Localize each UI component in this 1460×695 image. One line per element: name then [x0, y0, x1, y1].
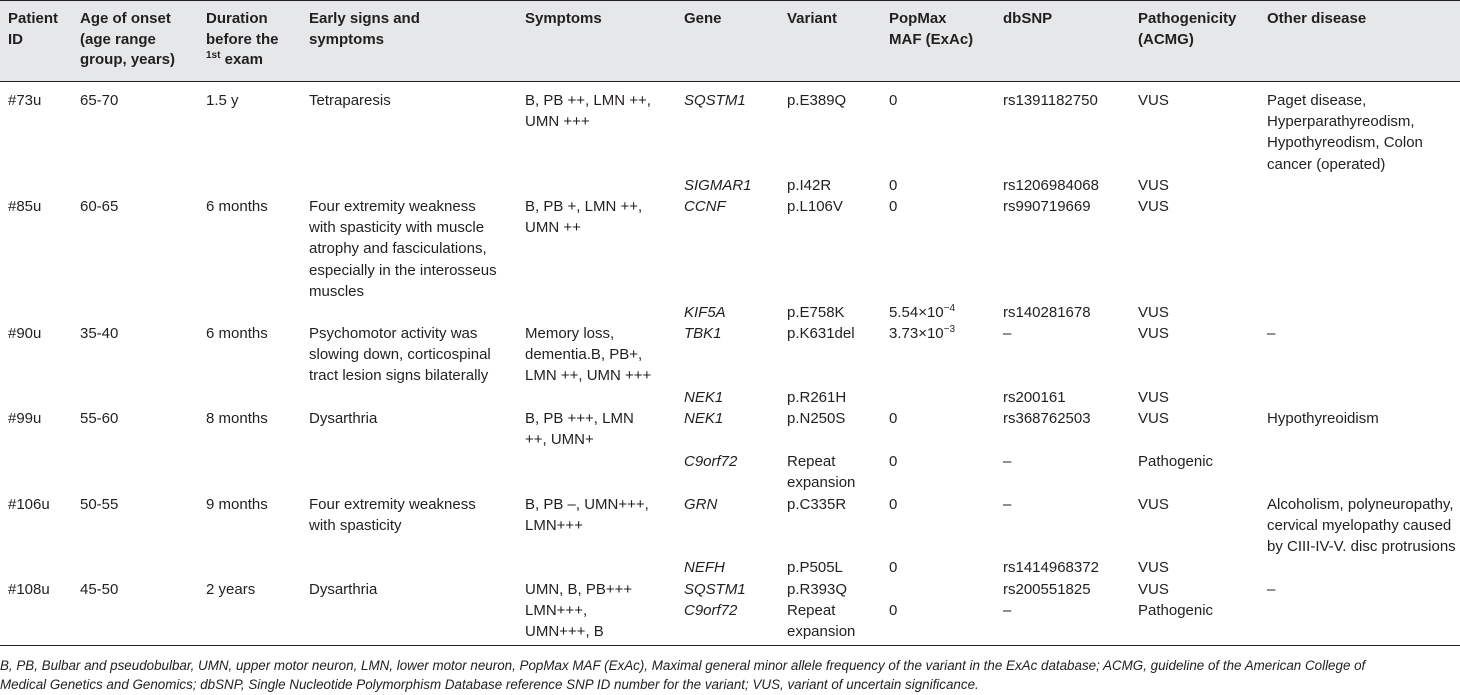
dbsnp-cell: rs140281678	[1003, 304, 1091, 321]
dbsnp-cell: rs200161	[1003, 389, 1066, 406]
other-disease-cell: Hypothyreoidism	[1267, 410, 1379, 427]
gene-cell: GRN	[684, 496, 718, 513]
age-of-onset-cell: 55-60	[80, 410, 119, 427]
table-footnote: B, PB, Bulbar and pseudobulbar, UMN, upper motor neuron, LMN, lower motor neuron, PopMax MAF (ExAc), Maximal general minor allele frequency of the variant in the ExAc database; ACMG, guideline of the American College of Medical Genetics and Genomics; dbSNP, Single Nucleotide Polymorphism Database reference SNP ID number for the variant; VUS, variant of uncertain significance.	[0, 658, 1366, 692]
variant-cell: p.P505L	[787, 559, 843, 576]
dbsnp-cell: rs200551825	[1003, 581, 1091, 598]
gene-cell: NEK1	[684, 389, 724, 406]
variant-cell: Repeat expansion	[787, 602, 856, 641]
early-signs-cell: Dysarthria	[309, 410, 378, 427]
duration-cell: 6 months	[206, 325, 268, 342]
gene-cell: C9orf72	[684, 453, 738, 470]
early-signs-cell: Four extremity weakness with spasticity	[309, 496, 476, 535]
early-signs-cell: Tetraparesis	[309, 92, 391, 109]
age-of-onset-cell: 60-65	[80, 198, 119, 215]
patient-id-cell: #73u	[8, 92, 42, 109]
dbsnp-cell: –	[1003, 496, 1012, 513]
dbsnp-cell: –	[1003, 602, 1012, 619]
dbsnp-cell: –	[1003, 453, 1012, 470]
variant-cell: p.I42R	[787, 177, 832, 194]
other-disease-cell: Paget disease, Hyperparathyreodism, Hypothyreodism, Colon cancer (operated)	[1267, 92, 1423, 173]
gene-cell: SIGMAR1	[684, 177, 752, 194]
popmax-maf-cell: $5.54\times 10^{-4}$	[889, 303, 956, 321]
variant-cell: Repeat expansion	[787, 453, 856, 492]
header-age-of-onset: Age of onset (age range group, years)	[80, 10, 176, 68]
dbsnp-cell: rs1206984068	[1003, 177, 1099, 194]
pathogenicity-cell: VUS	[1138, 496, 1169, 513]
patient-id-cell: #106u	[8, 496, 50, 513]
early-signs-cell: Dysarthria	[309, 581, 378, 598]
header-pathogenicity: Pathogenicity (ACMG)	[1138, 10, 1237, 48]
popmax-maf-cell: 0	[889, 410, 898, 427]
symptoms-cell: B, PB –, UMN+++, LMN+++	[525, 496, 649, 535]
header-dbsnp: dbSNP	[1003, 10, 1053, 27]
symptoms-cell: B, PB ++, LMN ++, UMN +++	[525, 92, 651, 131]
header-duration: Duration before the $^{1st}$ exam	[206, 10, 279, 68]
gene-cell: NEK1	[684, 410, 724, 427]
gene-cell: TBK1	[684, 325, 722, 342]
gene-cell: SQSTM1	[684, 92, 746, 109]
symptoms-cell: B, PB +++, LMN ++, UMN+	[525, 410, 634, 449]
dbsnp-cell: rs1414968372	[1003, 559, 1099, 576]
variant-cell: p.N250S	[787, 410, 846, 427]
duration-cell: 1.5 y	[206, 92, 239, 109]
other-disease-cell: Alcoholism, polyneuropathy, cervical myelopathy caused by CIII-IV-V. disc protrusions	[1267, 496, 1456, 556]
duration-cell: 8 months	[206, 410, 268, 427]
variant-cell: p.C335R	[787, 496, 847, 513]
gene-cell: KIF5A	[684, 304, 726, 321]
popmax-maf-cell: 0	[889, 177, 898, 194]
header-rule	[0, 81, 1460, 82]
variant-cell: p.E389Q	[787, 92, 847, 109]
other-disease-cell: –	[1267, 581, 1276, 598]
age-of-onset-cell: 45-50	[80, 581, 119, 598]
popmax-maf-cell: 0	[889, 602, 898, 619]
top-rule	[0, 0, 1460, 1]
patient-id-cell: #90u	[8, 325, 42, 342]
variant-cell: p.R261H	[787, 389, 847, 406]
pathogenicity-cell: VUS	[1138, 177, 1169, 194]
dbsnp-cell: rs1391182750	[1003, 92, 1098, 109]
pathogenicity-cell: Pathogenic	[1138, 453, 1214, 470]
pathogenicity-cell: VUS	[1138, 559, 1169, 576]
gene-cell: CCNF	[684, 198, 726, 215]
symptoms-cell: Memory loss, dementia.B, PB+, LMN ++, UMN +++	[525, 325, 652, 385]
pathogenicity-cell: VUS	[1138, 325, 1169, 342]
age-of-onset-cell: 35-40	[80, 325, 119, 342]
header-symptoms: Symptoms	[525, 10, 602, 27]
variant-cell: p.K631del	[787, 325, 855, 342]
pathogenicity-cell: VUS	[1138, 304, 1169, 321]
gene-cell: SQSTM1	[684, 581, 746, 598]
popmax-maf-cell: 0	[889, 198, 898, 215]
duration-superscript: 1st	[206, 50, 221, 61]
header-gene: Gene	[684, 10, 722, 27]
header-early-signs: Early signs and symptoms	[309, 10, 420, 48]
popmax-maf-cell: $3.73\times 10^{-3}$	[889, 324, 956, 342]
gene-cell: NEFH	[684, 559, 725, 576]
other-disease-cell: –	[1267, 325, 1276, 342]
pathogenicity-cell: VUS	[1138, 92, 1169, 109]
pathogenicity-cell: VUS	[1138, 581, 1169, 598]
age-of-onset-cell: 65-70	[80, 92, 119, 109]
patient-id-cell: #99u	[8, 410, 42, 427]
duration-cell: 6 months	[206, 198, 268, 215]
header-other-disease: Other disease	[1267, 10, 1367, 27]
gene-cell: C9orf72	[684, 602, 738, 619]
duration-cell: 2 years	[206, 581, 256, 598]
variant-cell: p.E758K	[787, 304, 845, 321]
pathogenicity-cell: VUS	[1138, 389, 1169, 406]
pathogenicity-cell: Pathogenic	[1138, 602, 1214, 619]
patient-id-cell: #85u	[8, 198, 42, 215]
dbsnp-cell: –	[1003, 325, 1012, 342]
dbsnp-cell: rs368762503	[1003, 410, 1091, 427]
variant-cell: p.L106V	[787, 198, 843, 215]
popmax-maf-cell: 0	[889, 453, 898, 470]
symptoms-cell: UMN, B, PB+++ LMN+++, UMN+++, B	[525, 581, 633, 641]
bottom-rule	[0, 645, 1460, 646]
age-of-onset-cell: 50-55	[80, 496, 119, 513]
header-patient-id: Patient ID	[8, 10, 59, 48]
header-variant: Variant	[787, 10, 838, 27]
popmax-maf-cell: 0	[889, 92, 898, 109]
dbsnp-cell: rs990719669	[1003, 198, 1091, 215]
variant-cell: p.R393Q	[787, 581, 848, 598]
header-popmax: PopMax MAF (ExAc)	[889, 10, 974, 48]
pathogenicity-cell: VUS	[1138, 198, 1169, 215]
popmax-maf-cell: 0	[889, 496, 898, 513]
duration-cell: 9 months	[206, 496, 268, 513]
pathogenicity-cell: VUS	[1138, 410, 1169, 427]
patient-id-cell: #108u	[8, 581, 50, 598]
early-signs-cell: Four extremity weakness with spasticity with muscle atrophy and fasciculations, especially in the interosseus muscles	[309, 198, 497, 300]
popmax-maf-cell: 0	[889, 559, 898, 576]
symptoms-cell: B, PB +, LMN ++, UMN ++	[525, 198, 643, 237]
early-signs-cell: Psychomotor activity was slowing down, corticospinal tract lesion signs bilaterally	[309, 325, 491, 385]
